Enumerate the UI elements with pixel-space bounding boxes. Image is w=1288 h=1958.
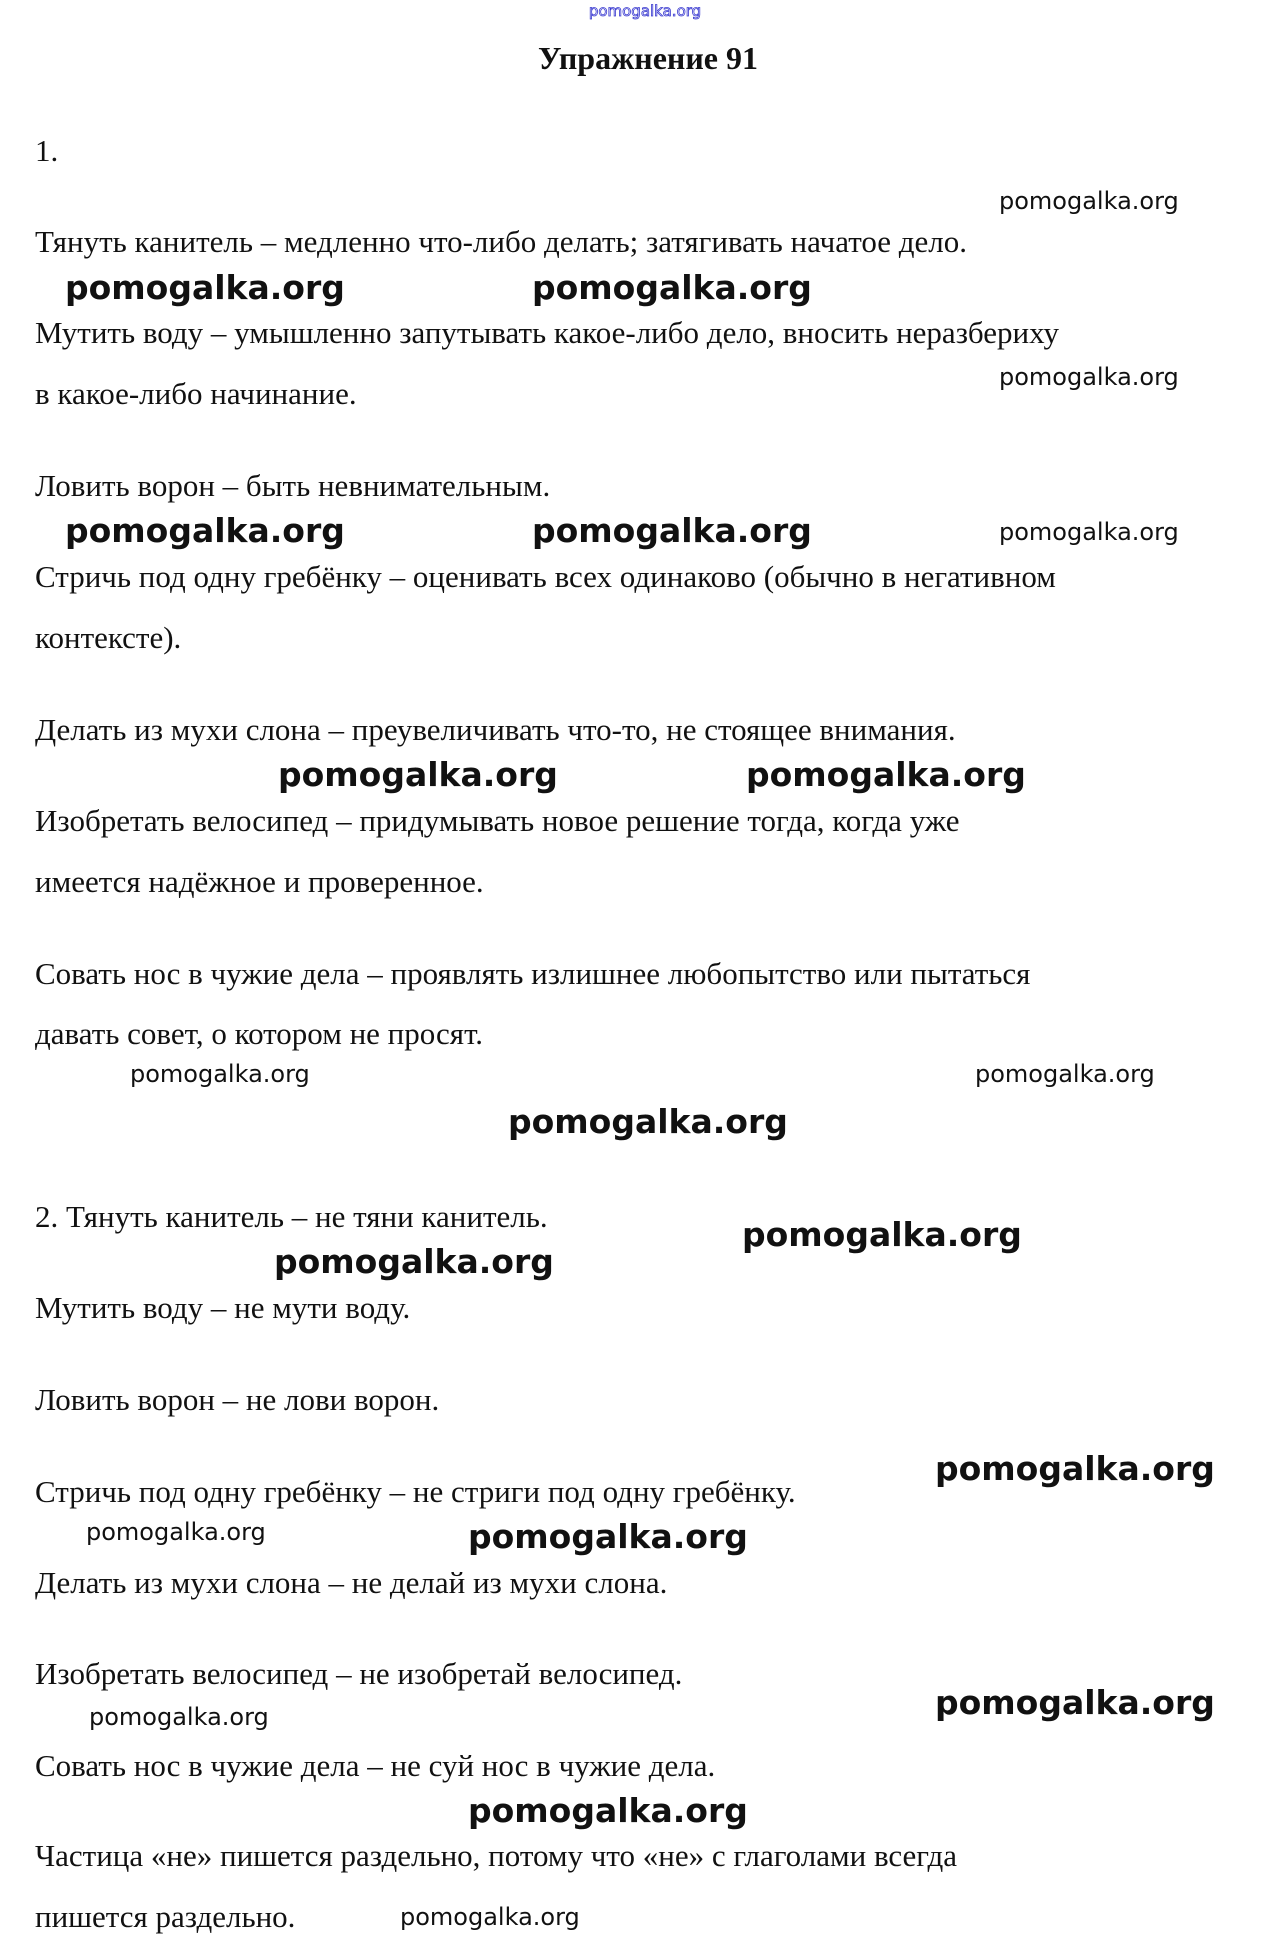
text-line: Стричь под одну гребёнку – не стриги под одну гребёнку. [35, 1474, 796, 1509]
text-line: Мутить воду – не мути воду. [35, 1290, 411, 1325]
watermark: pomogalka.org [975, 1060, 1155, 1088]
text-line: Частица «не» пишется раздельно, потому что «не» с глаголами всегда [35, 1838, 958, 1873]
watermark: pomogalka.org [532, 511, 812, 550]
watermark: pomogalka.org [278, 755, 558, 794]
text-line: Совать нос в чужие дела – проявлять излишнее любопытство или пытаться [35, 956, 1031, 991]
watermark: pomogalka.org [89, 1703, 269, 1731]
text-line: Делать из мухи слона – не делай из мухи слона. [35, 1565, 668, 1600]
page-title: Упражнение 91 [537, 40, 758, 76]
text-line: имеется надёжное и проверенное. [35, 864, 484, 899]
watermark: pomogalka.org [935, 1683, 1215, 1722]
watermark: pomogalka.org [742, 1215, 1022, 1254]
watermark: pomogalka.org [532, 268, 812, 307]
watermark: pomogalka.org [65, 268, 345, 307]
text-line: Стричь под одну гребёнку – оценивать всех одинаково (обычно в негативном [35, 559, 1056, 594]
watermark: pomogalka.org [400, 1903, 580, 1931]
text-line: контексте). [35, 620, 182, 655]
watermark: pomogalka.org [86, 1518, 266, 1546]
text-line: Ловить ворон – не лови ворон. [35, 1382, 440, 1417]
text-line: давать совет, о котором не просят. [35, 1016, 484, 1051]
watermark: pomogalka.org [508, 1102, 788, 1141]
text-line: Изобретать велосипед – придумывать новое решение тогда, когда уже [35, 803, 960, 838]
watermark: pomogalka.org [746, 755, 1026, 794]
watermark: pomogalka.org [468, 1791, 748, 1830]
part-number: 1. [35, 133, 59, 168]
text-line: 2. Тянуть канитель – не тяни канитель. [35, 1199, 548, 1234]
watermark: pomogalka.org [999, 187, 1179, 215]
watermark: pomogalka.org [130, 1060, 310, 1088]
text-line: Изобретать велосипед – не изобретай велосипед. [35, 1656, 683, 1691]
text-line: Совать нос в чужие дела – не суй нос в чужие дела. [35, 1748, 716, 1783]
watermark: pomogalka.org [274, 1242, 554, 1281]
watermark: pomogalka.org [999, 518, 1179, 546]
watermark: pomogalka.org [65, 511, 345, 550]
text-line: Делать из мухи слона – преувеличивать что-то, не стоящее внимания. [35, 712, 956, 747]
watermark: pomogalka.org [468, 1517, 748, 1556]
text-line: в какое-либо начинание. [35, 376, 357, 411]
watermark: pomogalka.org [999, 363, 1179, 391]
text-line: Мутить воду – умышленно запутывать какое-либо дело, вносить неразбериху [35, 315, 1059, 350]
text-line: Тянуть канитель – медленно что-либо делать; затягивать начатое дело. [35, 224, 967, 259]
site-watermark-top: pomogalka.org [588, 2, 702, 20]
text-line: пишется раздельно. [35, 1899, 296, 1934]
text-line: Ловить ворон – быть невнимательным. [35, 468, 551, 503]
watermark: pomogalka.org [935, 1449, 1215, 1488]
